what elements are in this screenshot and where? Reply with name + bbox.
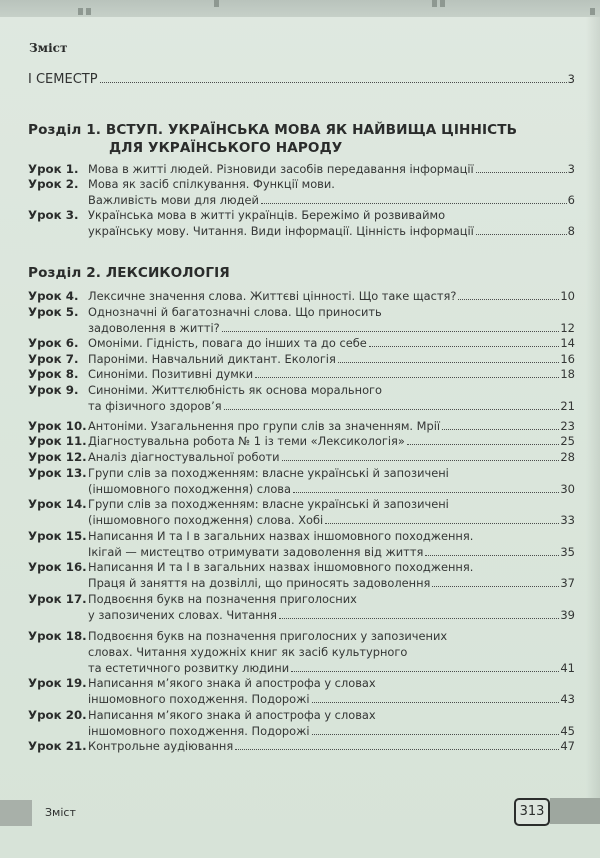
- lesson-title-line: [88, 288, 575, 304]
- lesson-number: Урок 2.: [28, 177, 79, 191]
- lesson-title-line: [88, 176, 575, 192]
- lesson-title-line: [88, 723, 575, 739]
- lesson-title-text: словах. Читання художніх книг як засіб культурного: [88, 645, 408, 659]
- lesson-title-text: у запозичених словах. Читання: [88, 608, 277, 622]
- lesson-number: Урок 9.: [28, 383, 79, 397]
- lesson-title-line: [88, 707, 575, 723]
- lesson-title: [88, 465, 575, 497]
- lesson-title-text: Синоніми. Життєлюбність як основа морального: [88, 383, 383, 397]
- lesson-number: Урок 3.: [28, 208, 79, 222]
- lesson-title: [88, 559, 575, 591]
- lesson-title-line: [88, 512, 575, 528]
- lesson-title: [88, 707, 575, 739]
- lesson-page: 23: [560, 419, 575, 433]
- lesson-page: 37: [560, 576, 575, 590]
- lesson-title: [88, 366, 575, 382]
- lesson-page: 21: [560, 399, 575, 413]
- lesson-title: [88, 433, 575, 449]
- lesson-title: [88, 738, 575, 754]
- lesson-title-line: [88, 544, 575, 560]
- lesson-title-text: Праця й заняття на дозвіллі, що приносять задоволення: [88, 576, 431, 590]
- section-title-1: [28, 121, 517, 157]
- lesson-title-line: [88, 628, 575, 644]
- lesson-title-line: [88, 738, 575, 754]
- dot-leader: [325, 523, 559, 524]
- lesson-number: Урок 7.: [28, 352, 79, 366]
- lesson-title: [88, 207, 575, 239]
- lesson-title-text: задоволення в житті?: [88, 321, 220, 335]
- lesson-number: Урок 17.: [28, 592, 87, 606]
- footer-decorative-bar: [550, 798, 600, 824]
- lesson-title-text: Аналіз діагностувальної роботи: [88, 450, 280, 464]
- lesson-title-line: [88, 675, 575, 691]
- lesson-title-line: [88, 366, 575, 382]
- lesson-title-line: [88, 433, 575, 449]
- lesson-page: 18: [560, 367, 575, 381]
- lesson-page: 25: [560, 434, 575, 448]
- section-title-line: Розділ 2. ЛЕКСИКОЛОГІЯ: [28, 265, 230, 281]
- lesson-title: [88, 628, 575, 676]
- decorative-square: [590, 8, 595, 15]
- lesson-title-text: Написання м’якого знака й апострофа у словах: [88, 708, 376, 722]
- dot-leader: [476, 172, 567, 173]
- lesson-title-line: [88, 304, 575, 320]
- lesson-title: [88, 591, 575, 623]
- lesson-title-text: Ікігай — мистецтво отримувати задоволення від життя: [88, 545, 424, 559]
- toc-lesson-entry[interactable]: [28, 176, 575, 208]
- lesson-title: [88, 418, 575, 434]
- lesson-number: Урок 13.: [28, 466, 87, 480]
- lesson-title-line: [88, 192, 575, 208]
- dot-leader: [432, 586, 559, 587]
- lesson-number: Урок 11.: [28, 434, 87, 448]
- lesson-title-line: [88, 382, 575, 398]
- lesson-title-text: іншомовного походження. Подорожі: [88, 724, 310, 738]
- lesson-title-line: [88, 418, 575, 434]
- section-title-line: Розділ 1. ВСТУП. УКРАЇНСЬКА МОВА ЯК НАЙВИЩА ЦІННІСТЬ: [28, 122, 518, 138]
- lesson-title-text: іншомовного походження. Подорожі: [88, 692, 310, 706]
- lesson-title-text: Мова як засіб спілкування. Функції мови.: [88, 177, 335, 191]
- dot-leader: [100, 82, 567, 83]
- toc-lesson-entry[interactable]: [28, 707, 575, 739]
- lesson-title-line: [88, 223, 575, 239]
- toc-lesson-entry[interactable]: [28, 528, 575, 560]
- toc-semester-entry[interactable]: [28, 72, 575, 87]
- dot-leader: [312, 734, 560, 735]
- dot-leader: [425, 555, 559, 556]
- dot-leader: [442, 429, 559, 430]
- lesson-title-text: (іншомовного походження) слова. Хобі: [88, 513, 324, 527]
- toc-lesson-entry[interactable]: [28, 559, 575, 591]
- lesson-title-line: [88, 559, 575, 575]
- lesson-title-line: [88, 528, 575, 544]
- toc-lesson-entry[interactable]: [28, 161, 575, 177]
- lesson-page: 35: [560, 545, 575, 559]
- lesson-title: [88, 288, 575, 304]
- lesson-page: 47: [560, 739, 575, 753]
- semester-page: 3: [567, 72, 575, 86]
- lesson-title-line: [88, 161, 575, 177]
- dot-leader: [279, 618, 559, 619]
- lesson-page: 16: [560, 352, 575, 366]
- dot-leader: [458, 299, 559, 300]
- lesson-title-text: Лексичне значення слова. Життєві цінності. Що таке щастя?: [88, 289, 457, 303]
- lesson-title: [88, 335, 575, 351]
- decorative-square: [432, 0, 437, 7]
- lesson-page: 41: [560, 661, 575, 675]
- lesson-title-line: [88, 591, 575, 607]
- dot-leader: [222, 331, 560, 332]
- dot-leader: [476, 234, 567, 235]
- dot-leader: [224, 409, 560, 410]
- lesson-title: [88, 528, 575, 560]
- toc-lesson-entry[interactable]: [28, 675, 575, 707]
- toc-lesson-entry[interactable]: [28, 351, 575, 367]
- lesson-page: 8: [567, 224, 575, 238]
- decorative-square: [214, 0, 219, 7]
- lesson-number: Урок 14.: [28, 497, 87, 511]
- lesson-page: 33: [560, 513, 575, 527]
- lesson-title-text: Омоніми. Гідність, повага до інших та до себе: [88, 336, 367, 350]
- decorative-square: [440, 0, 445, 7]
- lesson-number: Урок 8.: [28, 367, 79, 381]
- footer-section-label: Зміст: [45, 806, 76, 819]
- lesson-title: [88, 351, 575, 367]
- lesson-number: Урок 4.: [28, 289, 79, 303]
- lesson-title-line: [88, 398, 575, 414]
- lesson-title-line: [88, 607, 575, 623]
- toc-lesson-entry[interactable]: [28, 738, 575, 754]
- section-title-line: ДЛЯ УКРАЇНСЬКОГО НАРОДУ: [109, 140, 343, 156]
- lesson-number: Урок 16.: [28, 560, 87, 574]
- lesson-number: Урок 5.: [28, 305, 79, 319]
- lesson-number: Урок 15.: [28, 529, 87, 543]
- dot-leader: [407, 444, 560, 445]
- lesson-title: [88, 161, 575, 177]
- lesson-title-text: Мова в житті людей. Різновиди засобів передавання інформації: [88, 162, 474, 176]
- lesson-title-text: Важливість мови для людей: [88, 193, 259, 207]
- lesson-title-text: Групи слів за походженням: власне українські й запозичені: [88, 497, 449, 511]
- lesson-title-text: Однозначні й багатозначні слова. Що приносить: [88, 305, 382, 319]
- toc-lesson-entry[interactable]: [28, 433, 575, 449]
- lesson-title: [88, 496, 575, 528]
- toc-lesson-entry[interactable]: [28, 418, 575, 434]
- lesson-page: 39: [560, 608, 575, 622]
- lesson-title-line: [88, 660, 575, 676]
- lesson-title-text: Групи слів за походженням: власне українські й запозичені: [88, 466, 449, 480]
- dot-leader: [293, 492, 559, 493]
- lesson-title-line: [88, 496, 575, 512]
- lesson-title-text: Подвоєння букв на позначення приголосних: [88, 592, 357, 606]
- page-number: 313: [514, 798, 550, 826]
- lesson-page: 30: [560, 482, 575, 496]
- dot-leader: [291, 671, 559, 672]
- lesson-title-text: українську мову. Читання. Види інформації. Цінність інформації: [88, 224, 474, 238]
- lesson-title-text: Написання И та І в загальних назвах іншомовного походження.: [88, 529, 474, 543]
- top-decorative-band: [0, 0, 600, 17]
- page-edge-shadow: [586, 17, 600, 817]
- lesson-page: 45: [560, 724, 575, 738]
- lesson-number: Урок 19.: [28, 676, 87, 690]
- footer-decorative-bar: [0, 800, 32, 826]
- semester-label: І СЕМЕСТР: [28, 72, 98, 87]
- toc-lesson-entry[interactable]: [28, 366, 575, 382]
- lesson-title-line: [88, 351, 575, 367]
- lesson-title: [88, 304, 575, 336]
- lesson-title-text: Написання И та І в загальних назвах іншомовного походження.: [88, 560, 474, 574]
- lesson-page: 6: [567, 193, 575, 207]
- lesson-number: Урок 12.: [28, 450, 87, 464]
- lesson-number: Урок 18.: [28, 629, 87, 643]
- toc-lesson-entry[interactable]: [28, 304, 575, 336]
- toc-lesson-entry[interactable]: [28, 288, 575, 304]
- lesson-title-text: Діагностувальна робота № 1 із теми «Лексикологія»: [88, 434, 405, 448]
- toc-lesson-entry[interactable]: [28, 591, 575, 623]
- lesson-title: [88, 449, 575, 465]
- lesson-title-text: (іншомовного походження) слова: [88, 482, 292, 496]
- lesson-title-text: та естетичного розвитку людини: [88, 661, 290, 675]
- dot-leader: [282, 460, 560, 461]
- toc-lesson-entry[interactable]: [28, 449, 575, 465]
- decorative-square: [78, 8, 83, 15]
- lesson-title-text: Синоніми. Позитивні думки: [88, 367, 254, 381]
- dot-leader: [312, 702, 560, 703]
- lesson-page: 10: [560, 289, 575, 303]
- dot-leader: [255, 377, 559, 378]
- lesson-title-line: [88, 691, 575, 707]
- lesson-title-line: [88, 449, 575, 465]
- lesson-number: Урок 21.: [28, 739, 87, 753]
- lesson-title-text: Пароніми. Навчальний диктант. Екологія: [88, 352, 336, 366]
- lesson-title: [88, 176, 575, 208]
- lesson-title-line: [88, 207, 575, 223]
- lesson-number: Урок 10.: [28, 419, 87, 433]
- lesson-title-line: [88, 481, 575, 497]
- lesson-title-line: [88, 465, 575, 481]
- dot-leader: [369, 346, 560, 347]
- toc-lesson-entry[interactable]: [28, 628, 575, 676]
- lesson-number: Урок 6.: [28, 336, 79, 350]
- lesson-page: 14: [560, 336, 575, 350]
- section-title-2: [28, 264, 230, 282]
- lesson-title-text: Подвоєння букв на позначення приголосних у запозичених: [88, 629, 448, 643]
- lesson-title: [88, 382, 575, 414]
- lesson-title-text: Українська мова в житті українців. Бережімо й розвиваймо: [88, 208, 446, 222]
- lesson-title-line: [88, 644, 575, 660]
- dot-leader: [261, 203, 567, 204]
- lesson-page: 12: [560, 321, 575, 335]
- toc-lesson-entry[interactable]: [28, 382, 575, 414]
- lesson-page: 28: [560, 450, 575, 464]
- lesson-number: Урок 20.: [28, 708, 87, 722]
- toc-lesson-entry[interactable]: [28, 465, 575, 497]
- decorative-square: [86, 8, 91, 15]
- toc-lesson-entry[interactable]: [28, 496, 575, 528]
- lesson-title-text: та фізичного здоров’я: [88, 399, 222, 413]
- dot-leader: [338, 362, 560, 363]
- lesson-title: [88, 675, 575, 707]
- lesson-title-line: [88, 575, 575, 591]
- lesson-number: Урок 1.: [28, 162, 79, 176]
- page-header-title: Зміст: [29, 41, 68, 55]
- toc-lesson-entry[interactable]: [28, 335, 575, 351]
- lesson-title-text: Антоніми. Узагальнення про групи слів за значенням. Мрії: [88, 419, 441, 433]
- lesson-page: 3: [567, 162, 575, 176]
- dot-leader: [235, 749, 559, 750]
- lesson-title-line: [88, 335, 575, 351]
- lesson-title-text: Написання м’якого знака й апострофа у словах: [88, 676, 376, 690]
- lesson-title-line: [88, 320, 575, 336]
- toc-lesson-entry[interactable]: [28, 207, 575, 239]
- lesson-title-text: Контрольне аудіювання: [88, 739, 234, 753]
- lesson-page: 43: [560, 692, 575, 706]
